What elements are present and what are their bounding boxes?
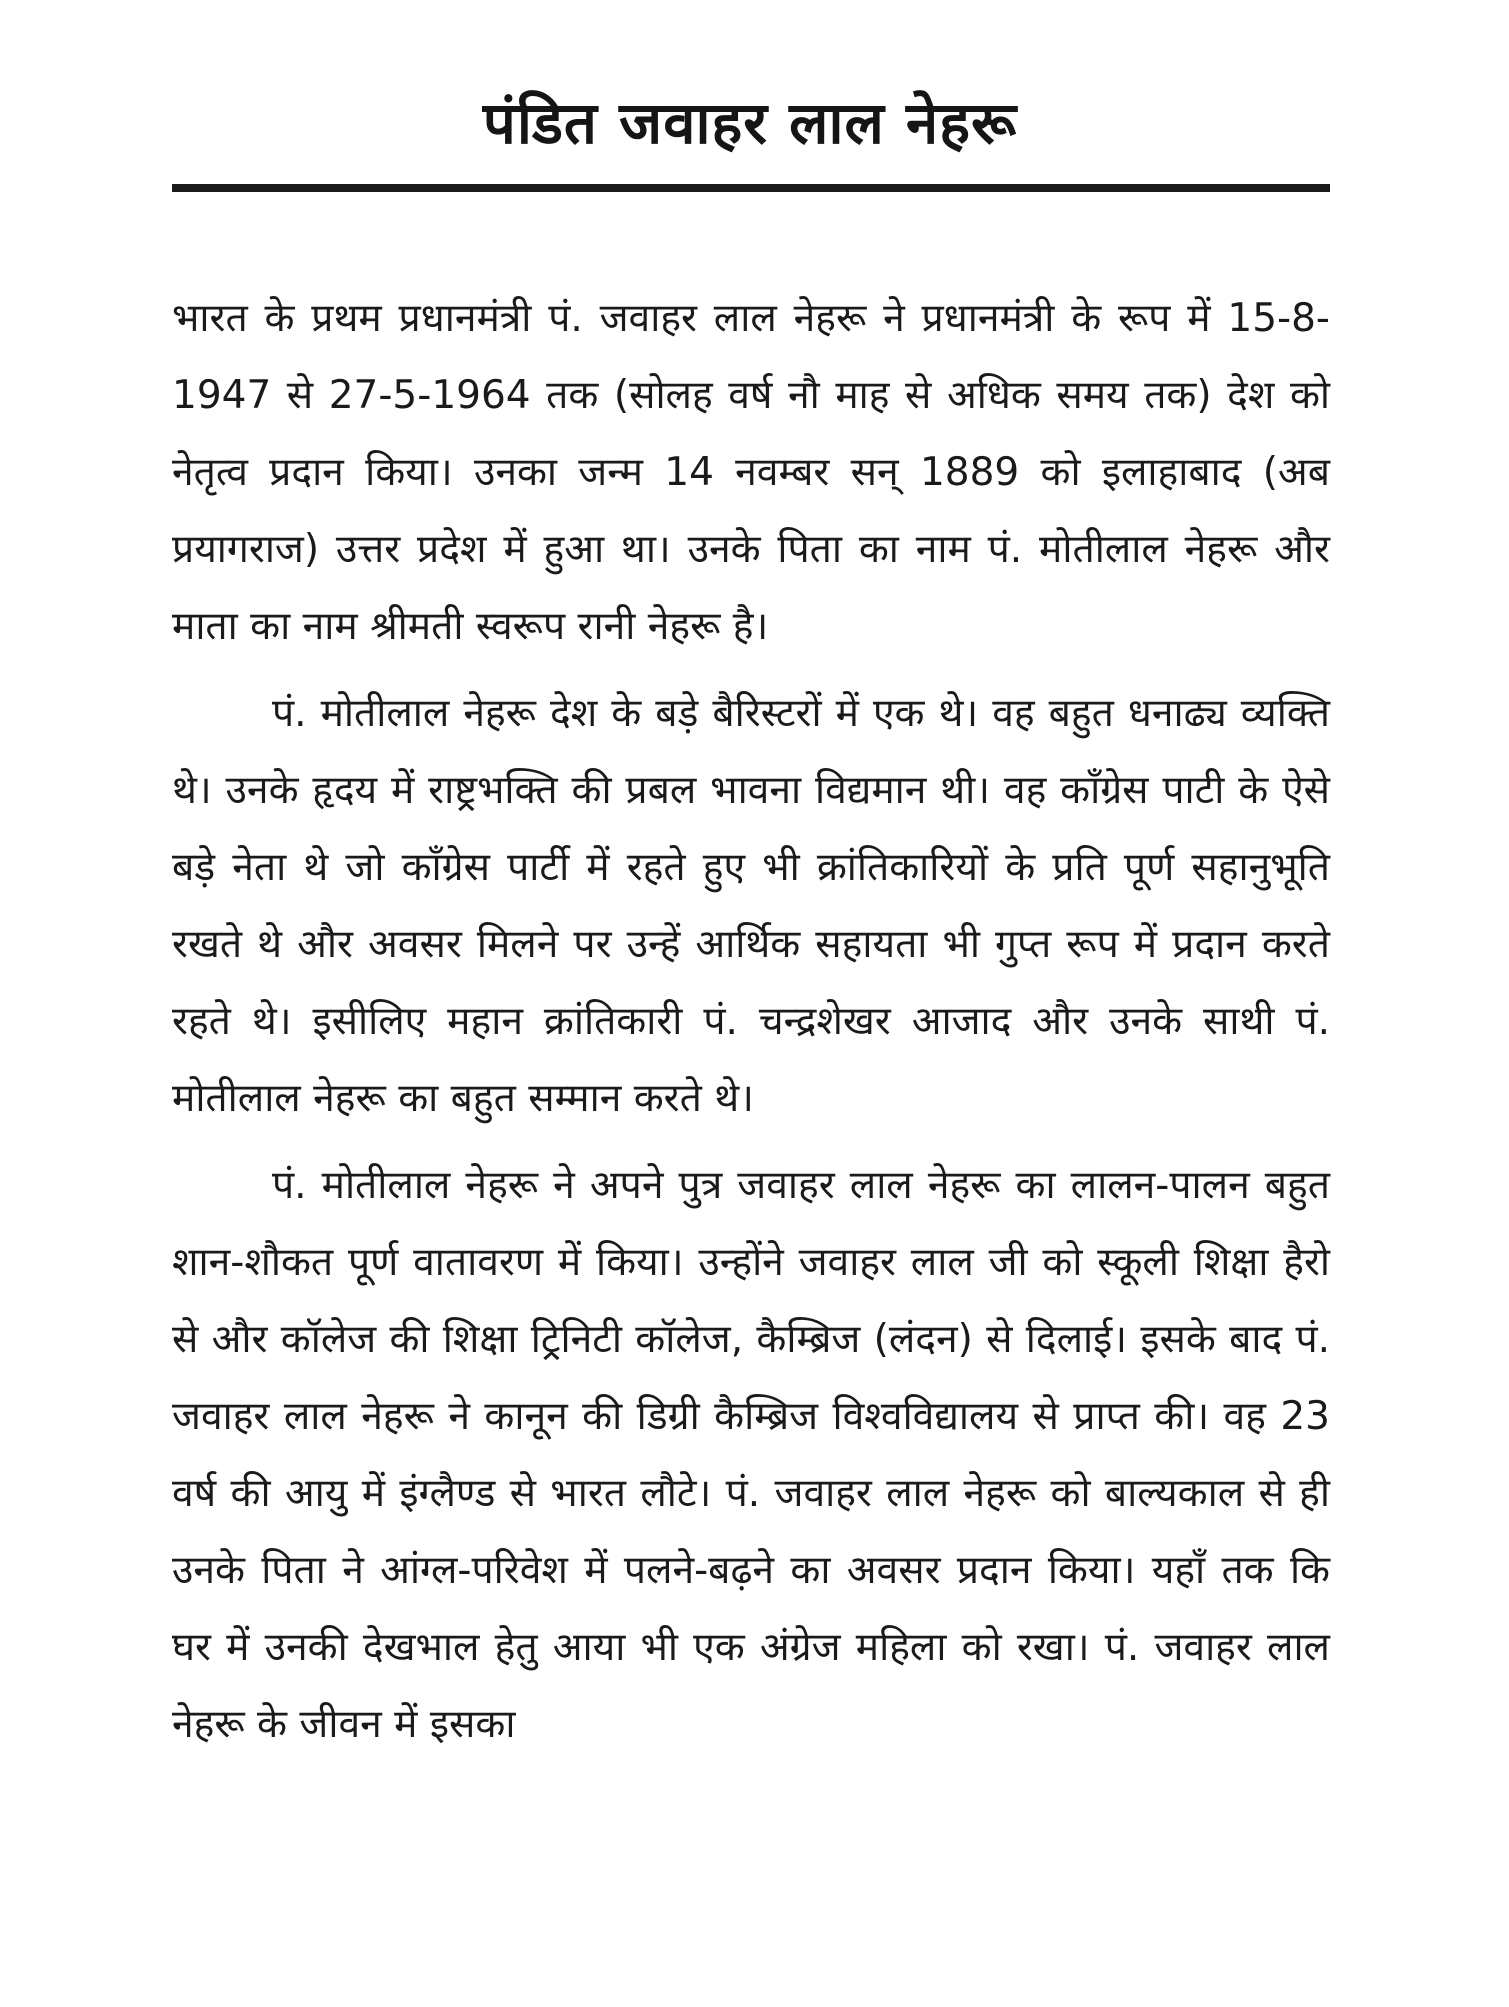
title-underline-divider [172, 184, 1330, 192]
paragraph-3: पं. मोतीलाल नेहरू ने अपने पुत्र जवाहर लाल नेहरू का लालन-पालन बहुत शान-शौकत पूर्ण वातावरण में किया। उन्होंने जवाहर लाल जी को स्कूली शिक्षा हैरो से और कॉलेज की शिक्षा ट्रिनिटी कॉलेज, कैम्ब्रिज (लंदन) से दिलाई। इसके बाद पं. जवाहर लाल नेहरू ने कानून की डिग्री कैम्ब्रिज विश्वविद्यालय से प्राप्त की। वह 23 वर्ष की आयु में इंग्लैण्ड से भारत लौटे। पं. जवाहर लाल नेहरू को बाल्यकाल से ही उनके पिता ने आंग्ल-परिवेश में पलने-बढ़ने का अवसर प्रदान किया। यहाँ तक कि घर में उनकी देखभाल हेतु आया भी एक अंग्रेज महिला को रखा। पं. जवाहर लाल नेहरू के जीवन में इसका [172, 1163, 1330, 1747]
article-body [172, 280, 1330, 1773]
page-title: पंडित जवाहर लाल नेहरू [482, 89, 1018, 157]
paragraph-1: भारत के प्रथम प्रधानमंत्री पं. जवाहर लाल नेहरू ने प्रधानमंत्री के रूप में 15-8-1947 से 27-5-1964 तक (सोलह वर्ष नौ माह से अधिक समय तक) देश को नेतृत्व प्रदान किया। उनका जन्म 14 नवम्बर सन् 1889 को इलाहाबाद (अब प्रयागराज) उत्तर प्रदेश में हुआ था। उनके पिता का नाम पं. मोतीलाल नेहरू और माता का नाम श्रीमती स्वरूप रानी नेहरू है। [172, 296, 1330, 649]
paragraph-2: पं. मोतीलाल नेहरू देश के बड़े बैरिस्टरों में एक थे। वह बहुत धनाढ्य व्यक्ति थे। उनके हृदय में राष्ट्रभक्ति की प्रबल भावना विद्यमान थी। वह काँग्रेस पाटी के ऐसे बड़े नेता थे जो काँग्रेस पार्टी में रहते हुए भी क्रांतिकारियों के प्रति पूर्ण सहानुभूति रखते थे और अवसर मिलने पर उन्हें आर्थिक सहायता भी गुप्त रूप में प्रदान करते रहते थे। इसीलिए महान क्रांतिकारी पं. चन्द्रशेखर आजाद और उनके साथी पं. मोतीलाल नेहरू का बहुत सम्मान करते थे। [172, 691, 1330, 1121]
